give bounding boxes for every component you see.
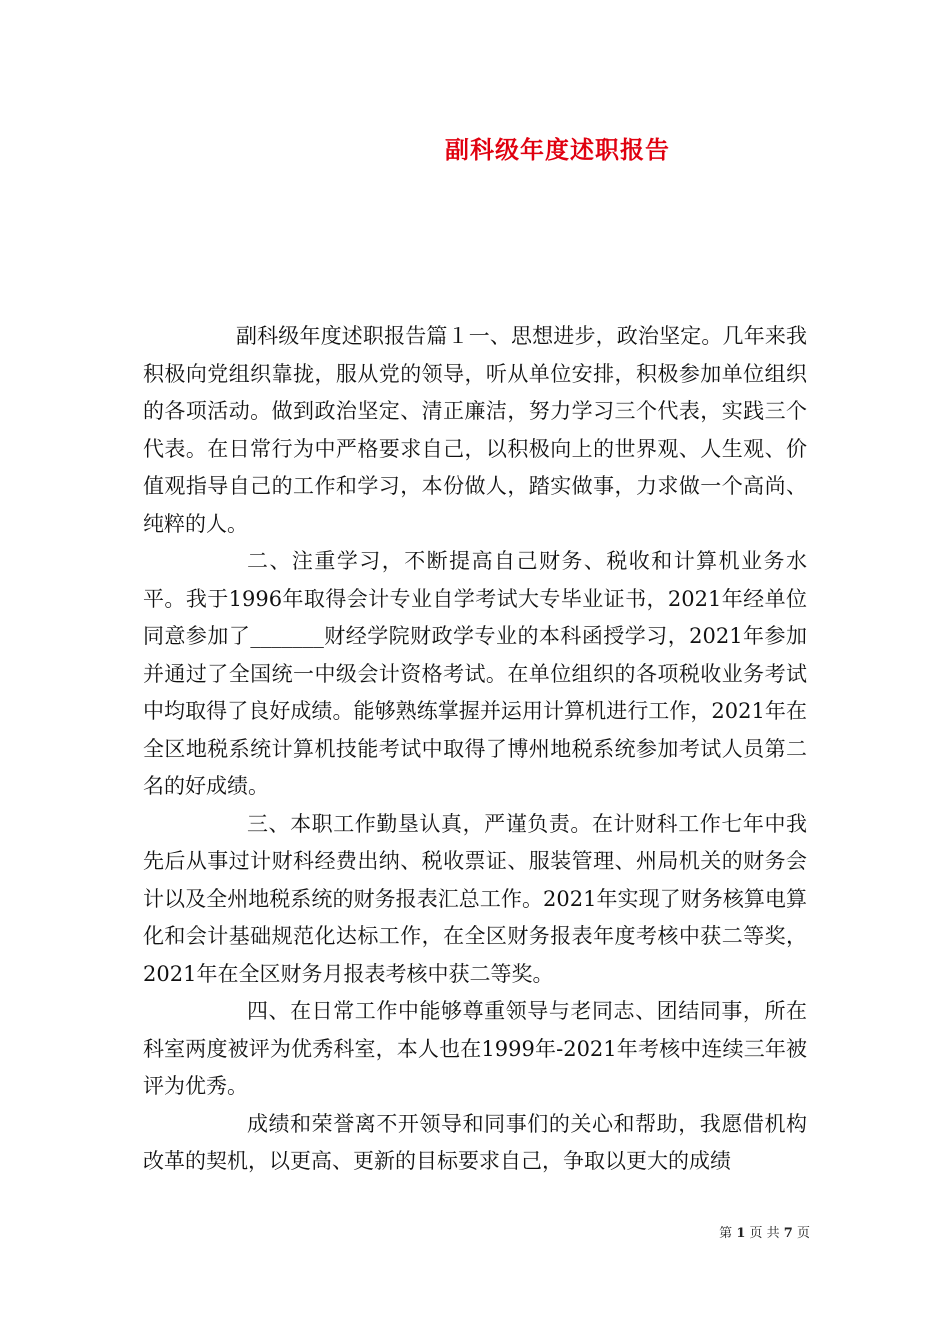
paragraph-4: 四、在日常工作中能够尊重领导与老同志、团结同事，所在科室两度被评为优秀科室，本人也在1999年-2021年考核中连续三年被评为优秀。: [143, 999, 807, 1098]
paragraph-2: 二、注重学习，不断提高自己财务、税收和计算机业务水平。我于1996年取得会计专业自学考试大专毕业证书，2021年经单位同意参加了_______财经学院财政学专业的本科函授学习，2021年参加并通过了全国统一中级会计资格考试。在单位组织的各项税收业务考试中均取得了良好成绩。能够熟练掌握并运用计算机进行工作，2021年在全区地税系统计算机技能考试中取得了博州地税系统参加考试人员第二名的好成绩。: [143, 549, 807, 798]
paragraph-5: 成绩和荣誉离不开领导和同事们的关心和帮助，我愿借机构改革的契机，以更高、更新的目标要求自己，争取以更大的成绩: [143, 1111, 807, 1173]
footer-total-pages: 7: [783, 1226, 793, 1241]
document-title: 副科级年度述职报告: [445, 135, 670, 164]
paragraph-1: 副科级年度述职报告篇１一、思想进步，政治坚定。几年来我积极向党组织靠拢，服从党的领导，听从单位安排，积极参加单位组织的各项活动。做到政治坚定、清正廉洁，努力学习三个代表，实践三个代表。在日常行为中严格要求自己，以积极向上的世界观、人生观、价值观指导自己的工作和学习，本份做人，踏实做事，力求做一个高尚、纯粹的人。: [143, 324, 807, 536]
footer-suffix: 页: [796, 1226, 810, 1241]
page-footer: [700, 1225, 810, 1243]
footer-current-page: 1: [736, 1226, 746, 1241]
footer-middle: 页 共: [749, 1226, 780, 1241]
document-body: [143, 318, 807, 1181]
footer-prefix: 第: [719, 1226, 733, 1241]
paragraph-3: 三、本职工作勤垦认真，严谨负责。在计财科工作七年中我先后从事过计财科经费出纳、税收票证、服装管理、州局机关的财务会计以及全州地税系统的财务报表汇总工作。2021年实现了财务核算电算化和会计基础规范化达标工作，在全区财务报表年度考核中获二等奖，2021年在全区财务月报表考核中获二等奖。: [143, 811, 807, 986]
